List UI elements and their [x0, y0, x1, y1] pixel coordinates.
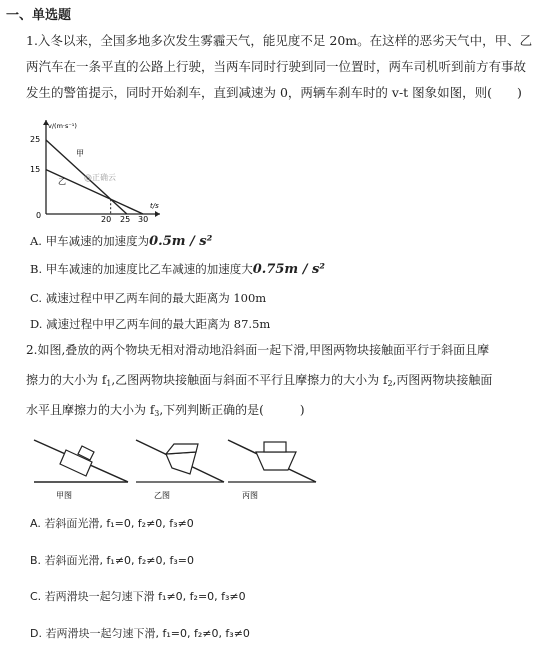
q1-option-c[interactable]: C. 减速过程中甲乙两车间的最大距离为 100m [30, 291, 267, 305]
q2-line-3-part-b: ,下列判断正确的是( ) [159, 403, 305, 417]
q2-line-2-part-c: ,丙图两物块接触面 [392, 373, 493, 387]
q1-option-d[interactable]: D. 减速过程中甲乙两车间的最大距离为 87.5m [30, 317, 271, 331]
x-tick-30: 30 [138, 215, 149, 224]
y-tick-25: 25 [30, 135, 41, 144]
y-tick-0: 0 [36, 211, 42, 220]
q1-option-b-value: 0.75m / s² [252, 262, 325, 277]
figure-label-bing: 丙图 [242, 491, 258, 500]
q1-line-3: 发生的警笛提示，同时开始刹车，直到减速为 0，两辆车刹车时的 v-t 图象如图，则( ) [26, 85, 522, 100]
y-axis-label: v/(m·s⁻¹) [48, 122, 77, 130]
vt-axes [43, 120, 160, 217]
x-axis-label: t/s [150, 202, 159, 210]
q2-option-b[interactable]: B. 若斜面光滑, f₁≠0, f₂≠0, f₃=0 [30, 554, 195, 567]
question-2-stem [26, 336, 546, 426]
series-label-yi: 乙 [58, 177, 66, 186]
series-label-jia: 甲 [76, 149, 84, 158]
q2-option-d[interactable]: D. 若两滑块一起匀速下滑, f₁=0, f₂≠0, f₃≠0 [30, 627, 250, 640]
q2-line-2-part-b: ,乙图两物块接触面与斜面不平行且摩擦力的大小为 f [111, 373, 388, 387]
figure-jia [34, 440, 128, 500]
q2-line-3-part-a: 水平且摩擦力的大小为 f [26, 403, 155, 417]
x-axis-arrow [155, 211, 160, 217]
q2-line-2-part-a: 擦力的大小为 f [26, 373, 107, 387]
figure-yi [136, 440, 224, 500]
q1-option-a[interactable] [30, 233, 212, 249]
q1-option-a-text: A. 甲车减速的加速度为 [30, 234, 150, 248]
subscript-2: 2 [387, 379, 393, 388]
subscript-3: 3 [154, 409, 160, 418]
x-tick-20: 20 [101, 215, 112, 224]
figure-label-yi: 乙图 [154, 491, 170, 500]
subscript-1: 1 [106, 379, 112, 388]
figure-label-jia: 甲图 [56, 491, 72, 500]
vt-graph [28, 112, 178, 227]
q1-option-b-text: B. 甲车减速的加速度比乙车减速的加速度大 [30, 262, 253, 276]
section-title: 一、单选题 [6, 8, 72, 23]
question-1-stem [26, 28, 546, 106]
incline-figures [28, 432, 328, 504]
q2-option-c[interactable]: C. 若两滑块一起匀速下滑 f₁≠0, f₂=0, f₃≠0 [30, 590, 246, 603]
q2-line-1: 2.如图,叠放的两个物块无相对滑动地沿斜面一起下滑,甲图两物块接触面平行于斜面且摩 [26, 343, 490, 357]
q1-option-b[interactable] [30, 261, 325, 277]
y-tick-15: 15 [30, 165, 41, 174]
q2-line-3 [26, 396, 546, 426]
q1-option-a-value: 0.5m / s² [149, 234, 213, 249]
q1-line-1: 1.入冬以来，全国多地多次发生雾霾天气，能见度不足 20m。在这样的恶劣天气中，甲、乙 [26, 33, 533, 48]
q1-line-2: 两汽车在一条平直的公路上行驶，当两车同时行驶到同一位置时，两车司机听到前方有事故 [26, 59, 527, 74]
q2-line-2 [26, 366, 546, 396]
x-tick-25: 25 [120, 215, 131, 224]
watermark: @正确云 [84, 173, 116, 182]
q2-option-a[interactable]: A. 若斜面光滑, f₁=0, f₂≠0, f₃≠0 [30, 517, 194, 530]
figure-bing [228, 440, 316, 500]
